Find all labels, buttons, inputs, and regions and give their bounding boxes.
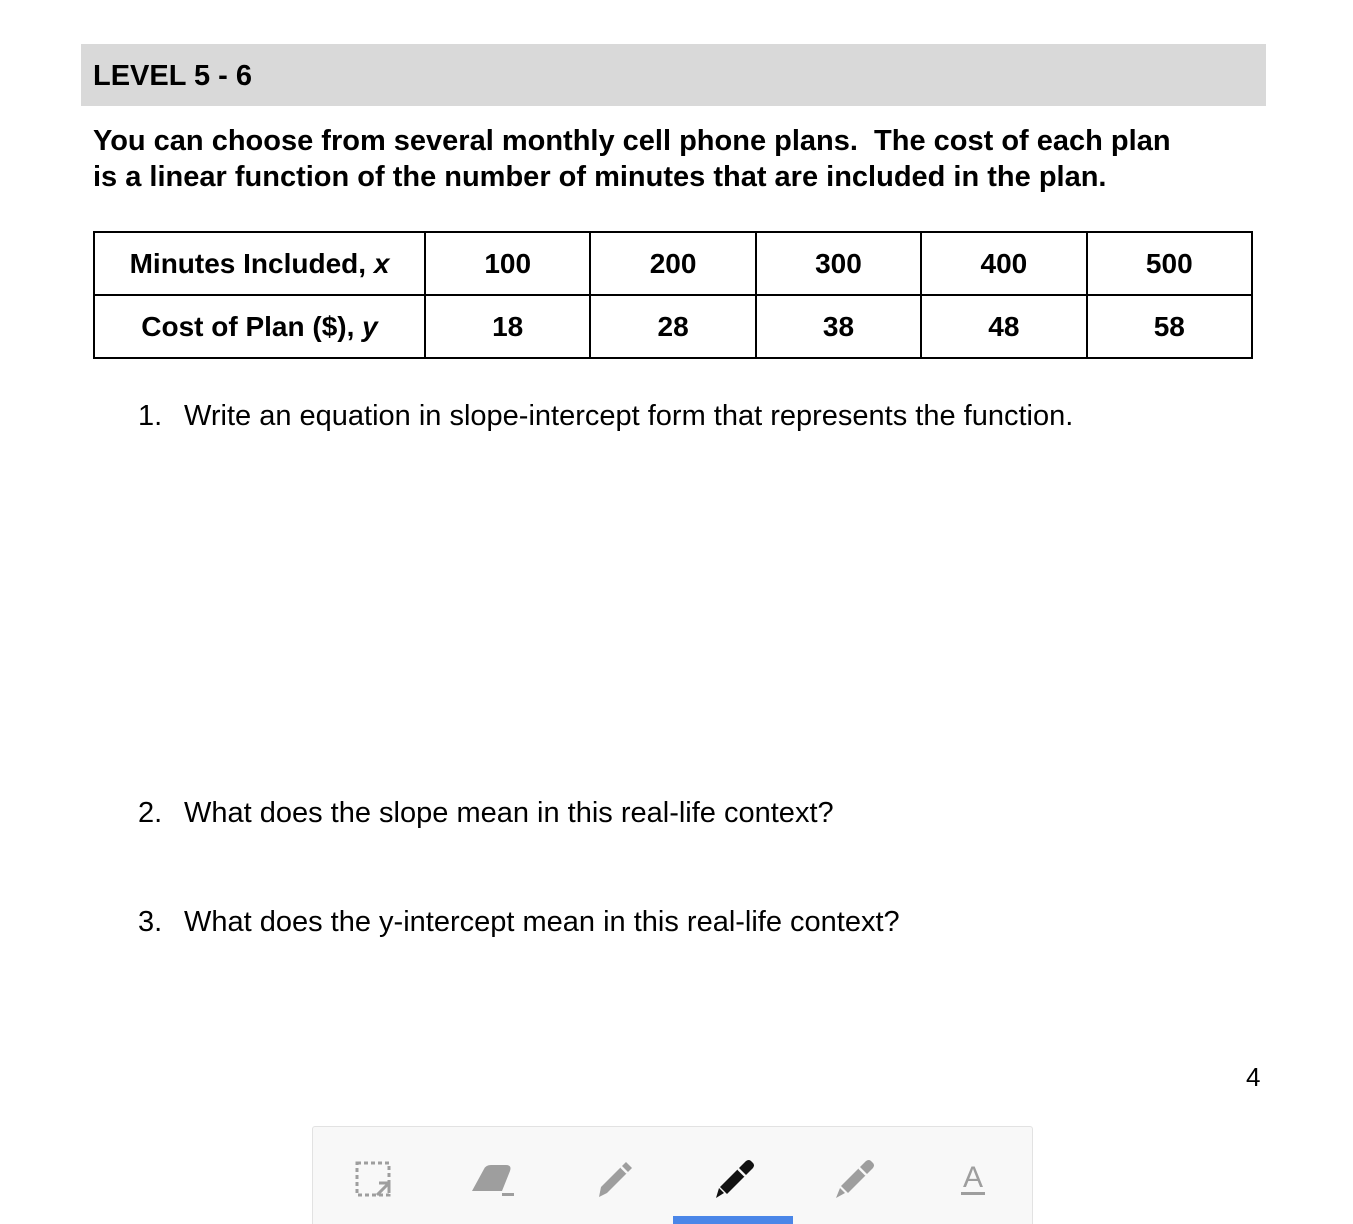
level-header-bar bbox=[81, 44, 1266, 106]
table-cell: 500 bbox=[1087, 232, 1252, 295]
table-cell: 300 bbox=[756, 232, 921, 295]
annotation-toolbar bbox=[312, 1126, 1033, 1224]
page-number: 4 bbox=[1246, 1062, 1261, 1092]
table-cell: 200 bbox=[590, 232, 755, 295]
question-1-number: 1. bbox=[138, 400, 163, 432]
row-header-minutes-text: Minutes Included, bbox=[129, 247, 374, 279]
plan-table bbox=[93, 231, 1253, 359]
row-header-cost-var: y bbox=[362, 310, 378, 342]
question-3-text: What does the y-intercept mean in this real-life context? bbox=[184, 906, 900, 938]
highlighter-tool-button[interactable] bbox=[818, 1149, 888, 1209]
table-row-minutes bbox=[94, 232, 1252, 295]
question-2-number: 2. bbox=[138, 797, 163, 829]
row-header-minutes bbox=[94, 232, 425, 295]
question-2 bbox=[138, 796, 834, 830]
question-1-text: Write an equation in slope-intercept form that represents the function. bbox=[184, 400, 1074, 432]
level-title: LEVEL 5 - 6 bbox=[93, 60, 253, 92]
eraser-icon bbox=[468, 1157, 518, 1201]
question-1 bbox=[138, 399, 1073, 433]
table-cell: 18 bbox=[425, 295, 590, 358]
question-2-text: What does the slope mean in this real-life context? bbox=[184, 797, 834, 829]
table-cell: 48 bbox=[921, 295, 1086, 358]
question-3 bbox=[138, 905, 900, 939]
pencil-icon bbox=[591, 1157, 635, 1201]
table-cell: 100 bbox=[425, 232, 590, 295]
intro-line-1: You can choose from several monthly cell phone plans. The cost of each plan bbox=[93, 125, 1171, 157]
intro-line-2: is a linear function of the number of minutes that are included in the plan. bbox=[93, 161, 1107, 193]
selected-tool-indicator bbox=[673, 1216, 793, 1224]
selection-tool-button[interactable] bbox=[338, 1149, 408, 1209]
question-3-number: 3. bbox=[138, 906, 163, 938]
pencil-tool-button[interactable] bbox=[578, 1149, 648, 1209]
selection-icon bbox=[351, 1157, 395, 1201]
row-header-minutes-var: x bbox=[373, 247, 390, 279]
marker-tool-button[interactable] bbox=[698, 1149, 768, 1209]
row-header-cost bbox=[94, 295, 425, 358]
text-icon: A bbox=[962, 1160, 983, 1194]
table-row-cost bbox=[94, 295, 1252, 358]
marker-icon bbox=[710, 1156, 756, 1202]
table-cell: 28 bbox=[590, 295, 755, 358]
table-cell: 38 bbox=[756, 295, 921, 358]
table-cell: 400 bbox=[921, 232, 1086, 295]
table-cell: 58 bbox=[1087, 295, 1252, 358]
intro-paragraph bbox=[93, 123, 1263, 195]
text-tool-button[interactable] bbox=[938, 1149, 1008, 1209]
row-header-cost-text: Cost of Plan ($), bbox=[141, 310, 363, 342]
highlighter-icon bbox=[830, 1156, 876, 1202]
eraser-tool-button[interactable] bbox=[458, 1149, 528, 1209]
